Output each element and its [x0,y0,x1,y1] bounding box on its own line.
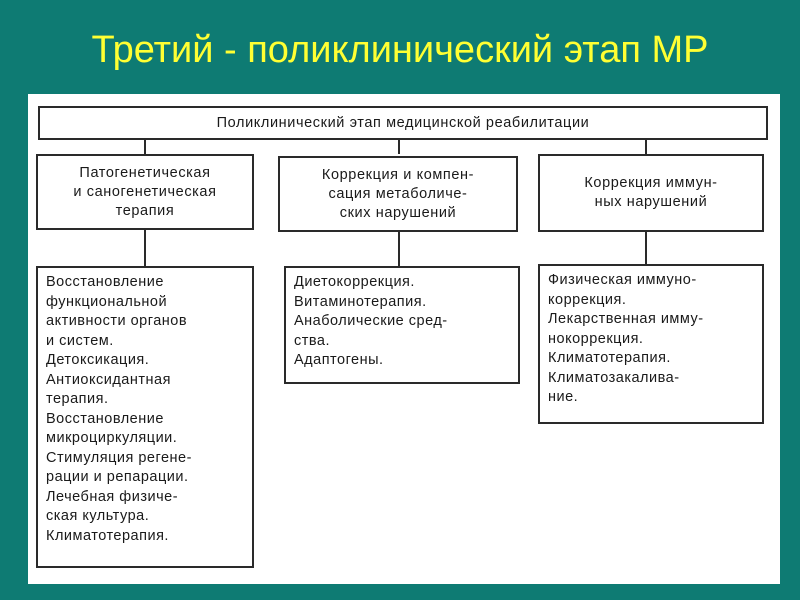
list-item: Физическая иммуно- [548,272,697,288]
list-item: рации и репарации. [46,469,189,485]
connector-top-middle [398,140,400,154]
list-item: Диетокоррекция. [294,274,415,290]
list-item: ства. [294,332,331,349]
list-item: Стимуляция регене- [46,449,192,466]
list-item: активности органов [46,313,188,329]
list-item: Витаминотерапия. [294,293,427,310]
list-item: Восстановление [46,274,164,290]
list-item: микроциркуляции. [46,430,178,446]
branch-heading-2-line: Коррекция и компен- [321,166,475,183]
list-item: Климатозакалива- [548,369,680,386]
list-item: Анаболические сред- [294,313,448,329]
slide-title: Третий - поликлинический этап МР [91,29,709,71]
list-item: Восстановление [46,410,164,427]
list-item: ние. [548,389,579,405]
connector-branch-1 [144,230,146,266]
list-item: Лечебная физиче- [46,488,179,505]
list-item: Климатотерапия. [548,350,671,366]
connector-branch-2 [398,232,400,266]
diagram-panel [28,94,780,584]
branch-heading-2-line: сация метаболиче- [328,185,468,202]
list-item: Детоксикация. [46,352,150,368]
connector-top-left [144,140,146,154]
top-box-label: Поликлинический этап медицинской реабилитации [216,115,590,131]
list-item: Антиоксидантная [46,371,171,388]
branch-list-1 [36,266,254,568]
branch-heading-1-line: и саногенетическая [73,183,217,200]
branch-heading-1-line: Патогенетическая [79,164,211,181]
list-item: функциональной [46,293,168,310]
list-item: терапия. [46,391,109,407]
connector-branch-3 [645,232,647,264]
branch-heading-3-line: ных нарушений [594,194,708,210]
branch-list-2 [284,266,520,384]
branch-heading-1-line: терапия [115,202,175,219]
branch-heading-3-line: Коррекция иммун- [584,175,718,191]
list-item: Адаптогены. [294,352,384,368]
top-box [38,106,768,140]
branch-heading-3 [538,154,764,232]
list-item: Климатотерапия. [46,527,169,544]
branch-heading-2 [278,156,518,232]
branch-list-3 [538,264,764,424]
list-item: и систем. [46,332,114,349]
list-item: Лекарственная имму- [548,311,704,327]
branch-heading-2-line: ских нарушений [339,204,457,221]
list-item: ская культура. [46,508,150,524]
list-item: коррекция. [548,291,627,308]
list-item: нокоррекция. [548,330,644,347]
connector-top-right [645,140,647,154]
branch-heading-1 [36,154,254,230]
